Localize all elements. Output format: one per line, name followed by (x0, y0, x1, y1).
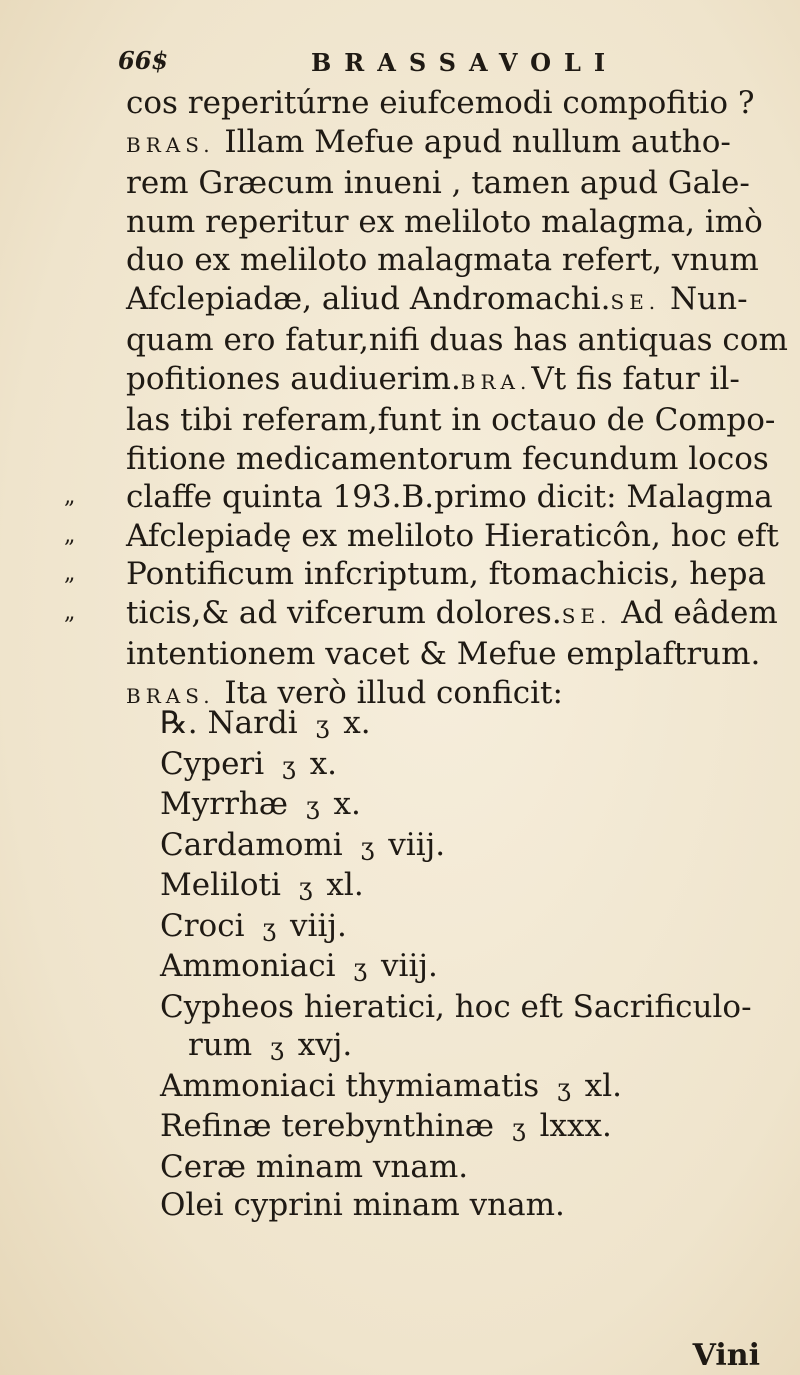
marginal-quote-mark: „ (64, 561, 76, 586)
ingredient-quantity: lxxx. (539, 1108, 612, 1144)
line-text-tail: Nun- (660, 280, 748, 317)
marginal-quote-mark: „ (64, 522, 76, 548)
dram-symbol: ʒ (262, 913, 277, 942)
ingredient-name: Myrrhæ (160, 786, 288, 822)
line-text: claffe quinta 193.B.primo dicit: Malagma (126, 479, 773, 515)
recipe-item (160, 704, 760, 745)
speaker-label: BRAS. (126, 683, 215, 708)
line-text-tail: Ad eâdem (611, 594, 778, 631)
text-line (64, 478, 776, 517)
dram-symbol: ʒ (360, 832, 375, 861)
dram-symbol: ʒ (282, 751, 296, 780)
ingredient-name: Ceræ minam vnam. (160, 1148, 469, 1185)
page-number: 66$ (118, 46, 169, 75)
line-text: duo ex meliloto malagmata refert, vnum (126, 242, 759, 278)
recipe-item (160, 1107, 760, 1148)
ingredient-quantity: x. (309, 745, 338, 782)
ingredient-quantity: xl. (584, 1067, 623, 1104)
recipe-item (160, 988, 760, 1027)
speaker-label: SE. (610, 289, 661, 314)
speaker-label: SE. (561, 603, 612, 628)
ingredient-quantity: x. (333, 786, 361, 822)
line-text: pofitiones audiuerim. (126, 360, 461, 397)
dram-symbol: ʒ (270, 1033, 284, 1061)
ingredient-name: Croci (160, 907, 245, 944)
recipe-item (160, 1067, 760, 1108)
dram-symbol: ʒ (315, 711, 330, 739)
recipe-item (160, 745, 760, 786)
line-text: num reperitur ex meliloto malagma, imò (126, 203, 763, 240)
line-text: intentionem vacet & Mefue emplaftrum. (126, 636, 761, 672)
line-text: ticis,& ad vifcerum dolores. (126, 594, 562, 631)
text-line (64, 555, 776, 594)
ingredient-name: Olei cyprini minam vnam. (160, 1187, 565, 1223)
line-text: Afclepiadæ, aliud Andromachi. (126, 280, 611, 317)
text-line (126, 401, 776, 440)
recipe-item (160, 1148, 760, 1187)
ingredient-quantity: viij. (388, 826, 446, 863)
line-text: rem Græcum inueni , tamen apud Gale- (126, 165, 750, 201)
marginal-quote-mark: „ (64, 484, 76, 509)
ingredient-quantity: viij. (381, 948, 438, 984)
speaker-label: BRAS. (126, 132, 215, 157)
text-line (126, 203, 776, 242)
recipe-item (160, 1186, 760, 1225)
line-text-tail: Vt fis fatur il- (531, 360, 740, 397)
line-text: Pontificum infcriptum, ftomachicis, hepa (126, 556, 766, 592)
ingredient-quantity: x. (343, 705, 371, 741)
dram-symbol: ʒ (306, 792, 320, 820)
text-line (126, 164, 776, 203)
ingredient-name: Cyperi (160, 745, 265, 782)
ingredient-name: Meliloti (160, 867, 281, 903)
ingredient-quantity: viij. (290, 907, 347, 944)
ingredient-name: rum (188, 1027, 253, 1063)
ingredient-name: Cardamomi (160, 826, 343, 863)
recipe-item (160, 947, 760, 988)
ingredient-name: Refinæ terebynthinæ (160, 1108, 495, 1144)
catchword: Vini (692, 1338, 760, 1373)
text-line (126, 280, 776, 322)
text-line (126, 635, 776, 674)
ingredient-quantity: xl. (326, 867, 364, 903)
dram-symbol: ʒ (557, 1073, 571, 1102)
text-line (126, 123, 776, 165)
recipe-item (160, 785, 760, 826)
line-text: las tibi referam,funt in octauo de Compo- (126, 402, 776, 438)
recipe-item (160, 826, 760, 867)
ingredient-name: Cypheos hieratici, hoc eft Sacrificulo- (160, 988, 752, 1025)
body-text (64, 84, 788, 715)
speaker-label: BRA. (460, 369, 532, 394)
text-line (126, 241, 776, 280)
dram-symbol: ʒ (353, 954, 368, 982)
line-text: Ita verò illud conficit: (214, 674, 563, 711)
text-line (126, 321, 788, 360)
dram-symbol: ʒ (512, 1114, 526, 1142)
marginal-quote-mark: „ (64, 599, 76, 625)
recipe-list (160, 704, 760, 1225)
recipe-item (160, 907, 760, 948)
ingredient-quantity: xvj. (297, 1027, 353, 1063)
text-line (64, 517, 779, 556)
text-line (64, 594, 778, 636)
ingredient-name: Ammoniaci (160, 948, 336, 984)
line-text: Illam Mefue apud nullum autho- (214, 123, 731, 160)
dram-symbol: ʒ (298, 873, 313, 901)
ingredient-name: ℞. Nardi (160, 705, 298, 741)
line-text: Afclepiadę ex meliloto Hieraticôn, hoc eft (126, 517, 779, 554)
ingredient-name: Ammoniaci thymiamatis (160, 1067, 540, 1104)
running-head: BRASSAVOLI (311, 48, 619, 77)
line-text: quam ero fatur,nifi duas has antiquas com (126, 322, 788, 358)
text-line (126, 440, 776, 479)
line-text: cos reperitúrne eiufcemodi compofitio ? (126, 85, 755, 121)
recipe-item (160, 1026, 760, 1067)
line-text: fitione medicamentorum fecundum locos (126, 440, 769, 477)
page-header (118, 46, 740, 86)
text-line (126, 360, 776, 402)
recipe-item (160, 866, 760, 907)
text-line (126, 84, 776, 123)
